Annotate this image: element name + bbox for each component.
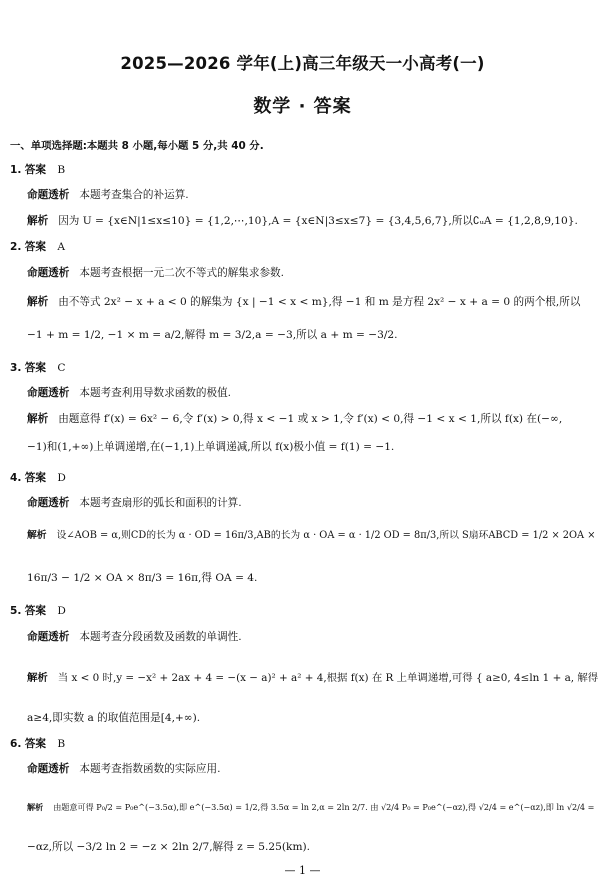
q1-insight-text: 本题考查集合的补运算.	[79, 189, 189, 201]
q6-insight-text: 本题考查指数函数的实际应用.	[79, 763, 221, 775]
document-title: 2025—2026 学年(上)高三年级天一小高考(一)	[120, 54, 485, 73]
q3-answer-line	[10, 361, 65, 375]
q5-insight-label: 命题透析	[27, 631, 70, 643]
q2-analysis-text-1: 由不等式 2x² − x + a < 0 的解集为 {x | −1 < x < m},得 −1 和 m 是方程 2x² − x + a = 0 的两个根,所以	[58, 296, 581, 308]
q5-answer: D	[57, 605, 66, 617]
q4-answer-label: 答案	[24, 472, 46, 484]
q4-insight	[27, 496, 242, 510]
q6-number: 6.	[10, 738, 22, 750]
q5-analysis	[27, 671, 598, 685]
q3-insight-label: 命题透析	[27, 387, 70, 399]
q6-insight-label: 命题透析	[27, 763, 70, 775]
q5-insight-text: 本题考查分段函数及函数的单调性.	[79, 631, 242, 643]
q3-answer-label: 答案	[24, 362, 46, 374]
q6-insight	[27, 762, 220, 776]
q2-analysis-cont: −1 + m = 1/2, −1 × m = a/2,解得 m = 3/2,a = −3,所以 a + m = −3/2.	[27, 329, 398, 341]
q6-answer-line	[10, 737, 65, 751]
q6-answer: B	[57, 738, 66, 750]
q6-analysis-label: 解析	[27, 802, 44, 812]
q1-answer-line	[10, 163, 65, 177]
q2-insight	[27, 266, 284, 280]
q3-insight	[27, 386, 231, 400]
q1-number: 1.	[10, 164, 22, 176]
q1-analysis-label: 解析	[27, 215, 49, 227]
q6-analysis-cont: −αz,所以 −3/2 ln 2 = −z × 2ln 2/7,解得 z = 5.25(km).	[27, 841, 310, 853]
q2-answer-label: 答案	[24, 241, 46, 253]
q3-number: 3.	[10, 362, 22, 374]
q4-analysis	[27, 529, 595, 543]
q4-analysis-text-1: 设∠AOB = α,则CD的长为 α · OD = 16π/3,AB的长为 α · OA = α · 1/2 OD = 8π/3,所以 S扇环ABCD = 1/2 × 2OA ×	[56, 530, 596, 541]
q4-analysis-cont: 16π/3 − 1/2 × OA × 8π/3 = 16π,得 OA = 4.	[27, 572, 258, 584]
q5-analysis-cont: a≥4,即实数 a 的取值范围是[4,+∞).	[27, 712, 201, 724]
q4-insight-text: 本题考查扇形的弧长和面积的计算.	[79, 497, 242, 509]
q4-answer: D	[57, 472, 66, 484]
q2-analysis	[27, 295, 580, 309]
section-heading: 一、单项选择题:本题共 8 小题,每小题 5 分,共 40 分.	[10, 140, 264, 152]
page-number: — 1 —	[284, 864, 321, 877]
q4-insight-label: 命题透析	[27, 497, 70, 509]
q5-answer-line	[10, 604, 66, 618]
q6-answer-label: 答案	[24, 738, 46, 750]
q3-analysis-label: 解析	[27, 413, 49, 425]
q5-answer-label: 答案	[24, 605, 46, 617]
q1-analysis	[27, 214, 578, 228]
q6-analysis	[27, 800, 594, 814]
q1-insight	[27, 188, 189, 202]
q1-answer-label: 答案	[24, 164, 46, 176]
q3-analysis	[27, 412, 562, 426]
document-subtitle: 数学 · 答案	[253, 96, 352, 117]
q2-analysis-label: 解析	[27, 296, 49, 308]
q3-insight-text: 本题考查利用导数求函数的极值.	[79, 387, 232, 399]
q1-answer: B	[57, 164, 66, 176]
q5-analysis-text-1: 当 x < 0 时,y = −x² + 2ax + 4 = −(x − a)² + a² + 4,根据 f(x) 在 R 上单调递增,可得 { a≥0, 4≤ln 1 + a, 解得	[57, 672, 599, 684]
q4-analysis-label: 解析	[27, 530, 47, 541]
q2-insight-text: 本题考查根据一元二次不等式的解集求参数.	[79, 267, 285, 279]
q5-insight	[27, 630, 242, 644]
q2-insight-label: 命题透析	[27, 267, 70, 279]
q3-analysis-text-1: 由题意得 f′(x) = 6x² − 6,令 f′(x) > 0,得 x < −1 或 x > 1,令 f′(x) < 0,得 −1 < x < 1,所以 f(x) 在(−∞,	[58, 413, 563, 425]
q3-answer: C	[57, 362, 66, 374]
q4-number: 4.	[10, 472, 22, 484]
q1-insight-label: 命题透析	[27, 189, 70, 201]
q2-answer-line	[10, 240, 65, 254]
q6-analysis-text-1: 由题意可得 P₀/2 = P₀e^(−3.5α),即 e^(−3.5α) = 1/2,得 3.5α = ln 2,α = 2ln 2/7. 由 √2/4 P₀ = P₀e^(−αz),得 √2/4 = e^(−αz),即 ln √2/4 =	[53, 802, 595, 812]
q4-answer-line	[10, 471, 66, 485]
q5-number: 5.	[10, 605, 22, 617]
q1-analysis-text: 因为 U = {x∈N|1≤x≤10} = {1,2,⋯,10},A = {x∈N|3≤x≤7} = {3,4,5,6,7},所以∁ᵤA = {1,2,8,9,10}.	[58, 215, 578, 227]
q2-answer: A	[57, 241, 65, 253]
q3-analysis-cont: −1)和(1,+∞)上单调递增,在(−1,1)上单调递减,所以 f(x)极小值 = f(1) = −1.	[27, 441, 395, 453]
q5-analysis-label: 解析	[27, 672, 48, 684]
q2-number: 2.	[10, 241, 22, 253]
